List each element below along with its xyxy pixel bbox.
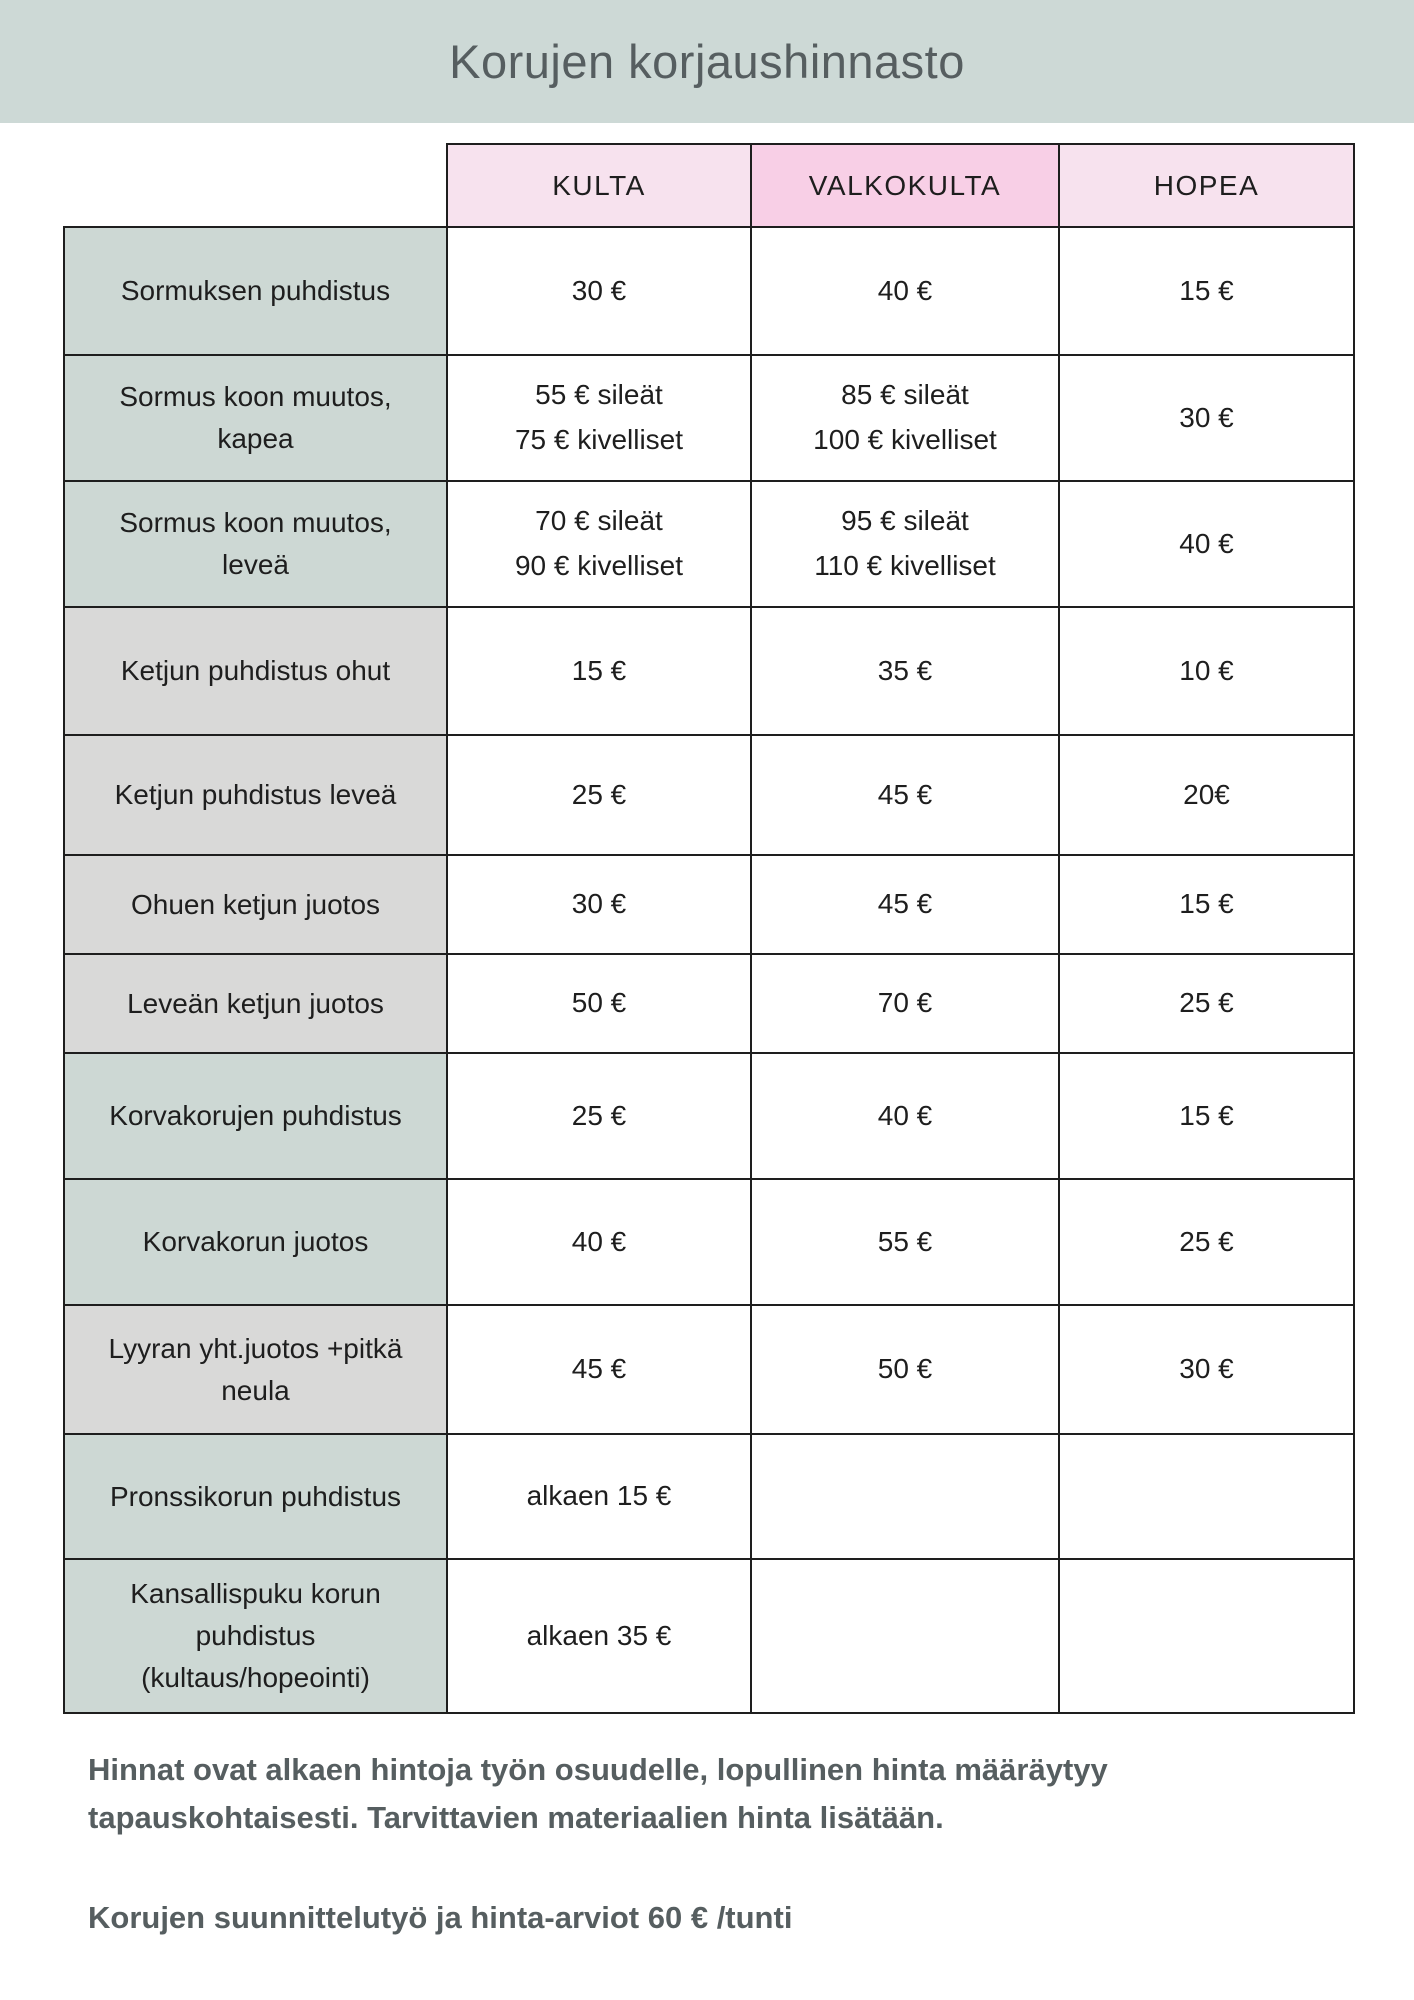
column-header-valkokulta: VALKOKULTA (751, 144, 1059, 227)
table-row (64, 735, 1354, 855)
price-cell-valkokulta (751, 735, 1059, 855)
price-cell-hopea (1059, 954, 1354, 1053)
price-line: 110 € kivelliset (814, 550, 996, 581)
price-cell-kulta (447, 1179, 751, 1305)
price-cell-kulta (447, 481, 751, 607)
price-line: 55 € (877, 1225, 933, 1257)
price-line: alkaen 35 € (526, 1619, 672, 1651)
header-row (64, 144, 1354, 227)
price-cell-hopea (1059, 735, 1354, 855)
row-label: Sormus koon muutos, kapea (64, 355, 447, 481)
price-cell-valkokulta (751, 1179, 1059, 1305)
price-line: 15 € (1179, 888, 1234, 920)
price-line: 70 € (877, 987, 933, 1019)
price-line: 50 € (877, 1353, 933, 1385)
price-line: 25 € (571, 778, 627, 810)
price-cell-hopea (1059, 607, 1354, 735)
price-line: 10 € (1179, 654, 1234, 686)
price-cell-valkokulta (751, 1559, 1059, 1713)
price-cell-hopea (1059, 855, 1354, 954)
price-cell-valkokulta (751, 607, 1059, 735)
price-line: 30 € (1179, 1353, 1234, 1385)
price-line: 40 € (877, 1099, 933, 1131)
price-line: 40 € (1179, 527, 1234, 559)
table-row (64, 855, 1354, 954)
price-cell-kulta (447, 954, 751, 1053)
price-line: 25 € (571, 1099, 627, 1131)
column-header-hopea: HOPEA (1059, 144, 1354, 227)
price-cell-valkokulta (751, 355, 1059, 481)
table-row (64, 1559, 1354, 1713)
price-line: alkaen 15 € (526, 1480, 672, 1512)
price-cell-hopea (1059, 1179, 1354, 1305)
price-line: 75 € kivelliset (514, 424, 684, 455)
table-row (64, 1434, 1354, 1559)
price-cell-hopea (1059, 1305, 1354, 1434)
row-label: Korvakorujen puhdistus (64, 1053, 447, 1179)
price-cell-valkokulta (751, 1434, 1059, 1559)
design-rate-note: Korujen suunnittelutyö ja hinta-arviot 60 € /tunti (88, 1900, 793, 1936)
price-line: 25 € (1179, 987, 1234, 1019)
price-line: 25 € (1179, 1225, 1234, 1257)
table-body (64, 227, 1354, 1713)
table-row (64, 1053, 1354, 1179)
price-line: 30 € (571, 888, 627, 920)
price-table (63, 143, 1355, 1714)
price-line: 30 € (571, 274, 627, 306)
price-cell-hopea (1059, 1053, 1354, 1179)
table-row (64, 1179, 1354, 1305)
table-row (64, 355, 1354, 481)
footer-notes (88, 1746, 1278, 1942)
price-line: 100 € kivelliset (813, 424, 997, 455)
price-cell-kulta (447, 1305, 751, 1434)
price-cell-valkokulta (751, 227, 1059, 355)
row-label: Ketjun puhdistus leveä (64, 735, 447, 855)
price-cell-kulta (447, 1053, 751, 1179)
row-label: Ohuen ketjun juotos (64, 855, 447, 954)
price-line: 90 € kivelliset (514, 550, 684, 581)
price-cell-hopea (1059, 227, 1354, 355)
price-cell-valkokulta (751, 855, 1059, 954)
table-row (64, 607, 1354, 735)
row-label: Sormus koon muutos, leveä (64, 481, 447, 607)
price-cell-kulta (447, 1434, 751, 1559)
price-cell-kulta (447, 607, 751, 735)
price-cell-hopea (1059, 481, 1354, 607)
price-line: 45 € (571, 1353, 627, 1385)
price-line: 45 € (877, 778, 933, 810)
pricing-note: Hinnat ovat alkaen hintoja työn osuudelle, lopullinen hinta määräytyy tapauskohtaisesti. Tarvittavien materiaalien hinta lisätään. (88, 1752, 1108, 1836)
price-line: 15 € (571, 654, 627, 686)
price-cell-hopea (1059, 1559, 1354, 1713)
page-title: Korujen korjaushinnasto (449, 35, 965, 88)
price-line: 20€ (1183, 778, 1230, 810)
price-line: 85 € sileät (841, 379, 969, 411)
row-label: Kansallispuku korun puhdistus (kultaus/hopeointi) (64, 1559, 447, 1713)
row-label: Korvakorun juotos (64, 1179, 447, 1305)
price-line: 30 € (1179, 401, 1234, 433)
price-line: 15 € (1179, 274, 1234, 306)
table-row (64, 1305, 1354, 1434)
price-cell-kulta (447, 855, 751, 954)
table-row (64, 227, 1354, 355)
price-line: 50 € (571, 987, 627, 1019)
row-label: Pronssikorun puhdistus (64, 1434, 447, 1559)
price-line: 40 € (877, 274, 933, 306)
price-cell-hopea (1059, 1434, 1354, 1559)
column-header-kulta: KULTA (447, 144, 751, 227)
price-cell-valkokulta (751, 1053, 1059, 1179)
row-label: Sormuksen puhdistus (64, 227, 447, 355)
price-cell-valkokulta (751, 954, 1059, 1053)
price-cell-hopea (1059, 355, 1354, 481)
table-row (64, 481, 1354, 607)
price-cell-kulta (447, 735, 751, 855)
price-cell-valkokulta (751, 481, 1059, 607)
table-row (64, 954, 1354, 1053)
price-cell-kulta (447, 1559, 751, 1713)
price-line: 15 € (1179, 1099, 1234, 1131)
price-line: 35 € (877, 654, 933, 686)
title-bar (0, 0, 1414, 123)
row-label: Lyyran yht.juotos +pitkä neula (64, 1305, 447, 1434)
corner-cell (64, 144, 447, 227)
row-label: Leveän ketjun juotos (64, 954, 447, 1053)
price-line: 40 € (571, 1225, 627, 1257)
price-line: 95 € sileät (841, 505, 969, 537)
price-cell-valkokulta (751, 1305, 1059, 1434)
price-line: 45 € (877, 888, 933, 920)
price-line: 55 € sileät (535, 379, 663, 411)
price-cell-kulta (447, 355, 751, 481)
price-cell-kulta (447, 227, 751, 355)
row-label: Ketjun puhdistus ohut (64, 607, 447, 735)
price-line: 70 € sileät (535, 505, 663, 537)
